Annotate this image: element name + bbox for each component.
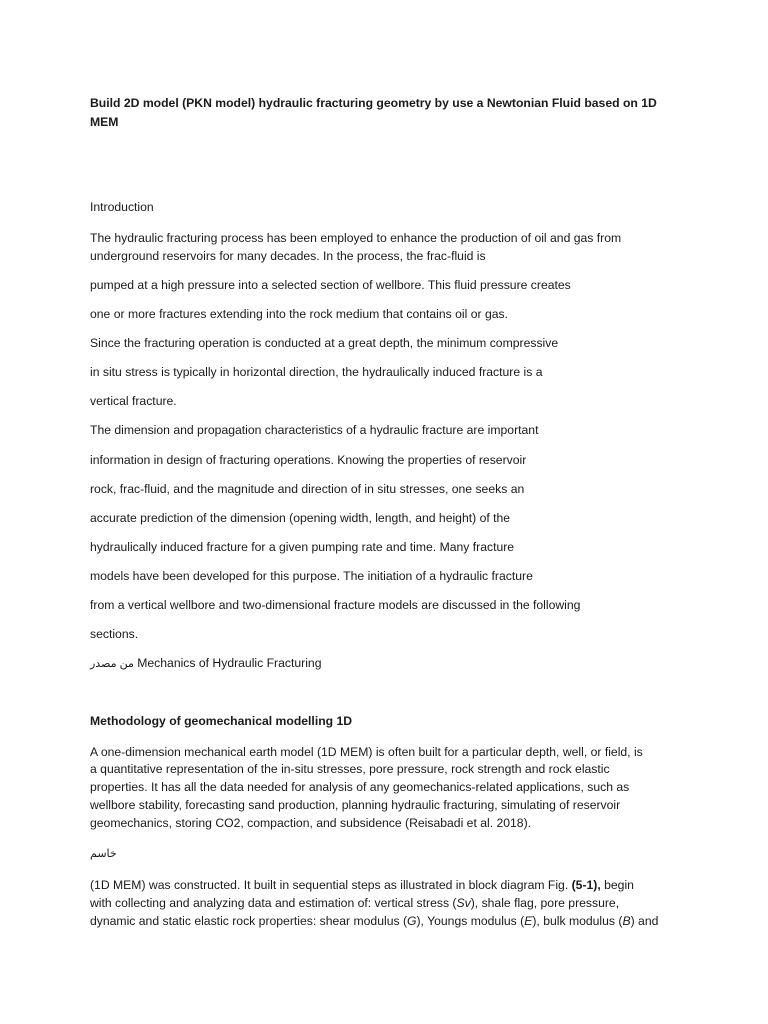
- intro-line: rock, frac-fluid, and the magnitude and direction of in situ stresses, one seeks an: [90, 482, 525, 496]
- text-segment: begin: [600, 878, 634, 892]
- method-line: wellbore stability, forecasting sand production, planning hydraulic fracturing, simulating of reservoir: [90, 798, 621, 812]
- text-segment: with collecting and analyzing data and estimation of: vertical stress (: [90, 896, 457, 910]
- text-segment: ) and: [630, 914, 659, 928]
- intro-line: The dimension and propagation characteristics of a hydraulic fracture are important: [90, 423, 539, 437]
- intro-line: one or more fractures extending into the rock medium that contains oil or gas.: [90, 307, 508, 321]
- document-title-line-2: MEM: [90, 115, 119, 129]
- text-segment: ), shale flag, pore pressure,: [470, 896, 620, 910]
- arabic-note: [90, 846, 117, 862]
- method-line: A one-dimension mechanical earth model (1D MEM) is often built for a particular depth, well, or field, is: [90, 745, 643, 759]
- intro-line: hydraulically induced fracture for a given pumping rate and time. Many fracture: [90, 540, 515, 554]
- text-segment: (1D MEM) was constructed. It built in sequential steps as illustrated in block diagram Fig.: [90, 878, 572, 892]
- symbol-g: G: [407, 914, 417, 928]
- source-arabic-label: من مصدر: [90, 658, 134, 670]
- intro-line: underground reservoirs for many decades. In the process, the frac-fluid is: [90, 249, 486, 263]
- intro-line: pumped at a high pressure into a selected section of wellbore. This fluid pressure creates: [90, 278, 571, 292]
- figure-reference: (5-1),: [571, 878, 601, 892]
- intro-line: sections.: [90, 627, 139, 641]
- source-title: Mechanics of Hydraulic Fracturing: [137, 656, 322, 670]
- symbol-b: B: [622, 914, 631, 928]
- mem-paragraph-line-1: [90, 877, 634, 893]
- symbol-e: E: [524, 914, 533, 928]
- source-citation: [90, 655, 321, 672]
- intro-line: information in design of fracturing operations. Knowing the properties of reservoir: [90, 453, 527, 467]
- method-line: geomechanics, storing CO2, compaction, and subsidence (Reisabadi et al. 2018).: [90, 816, 532, 830]
- intro-line: vertical fracture.: [90, 394, 177, 408]
- intro-line: The hydraulic fracturing process has been employed to enhance the production of oil and gas from: [90, 231, 622, 245]
- arabic-note-text: خاسم: [90, 848, 117, 860]
- intro-line: Since the fracturing operation is conducted at a great depth, the minimum compressive: [90, 336, 559, 350]
- mem-paragraph-line-3: [90, 913, 658, 929]
- text-segment: dynamic and static elastic rock properties: shear modulus (: [90, 914, 408, 928]
- method-line: a quantitative representation of the in-situ stresses, pore pressure, rock strength and rock elastic: [90, 762, 610, 776]
- method-line: properties. It has all the data needed for analysis of any geomechanics-related applications, such as: [90, 780, 630, 794]
- methodology-heading: Methodology of geomechanical modelling 1D: [90, 714, 353, 728]
- intro-line: from a vertical wellbore and two-dimensional fracture models are discussed in the following: [90, 598, 581, 612]
- text-segment: ), bulk modulus (: [532, 914, 623, 928]
- mem-paragraph-line-2: [90, 895, 619, 911]
- document-title-line-1: Build 2D model (PKN model) hydraulic fracturing geometry by use a Newtonian Fluid based on 1D: [90, 96, 657, 110]
- intro-line: accurate prediction of the dimension (opening width, length, and height) of the: [90, 511, 511, 525]
- intro-line: models have been developed for this purpose. The initiation of a hydraulic fracture: [90, 569, 533, 583]
- introduction-heading: Introduction: [90, 200, 154, 214]
- intro-line: in situ stress is typically in horizontal direction, the hydraulically induced fracture is a: [90, 365, 543, 379]
- symbol-sv: Sv: [456, 896, 471, 910]
- text-segment: ), Youngs modulus (: [416, 914, 525, 928]
